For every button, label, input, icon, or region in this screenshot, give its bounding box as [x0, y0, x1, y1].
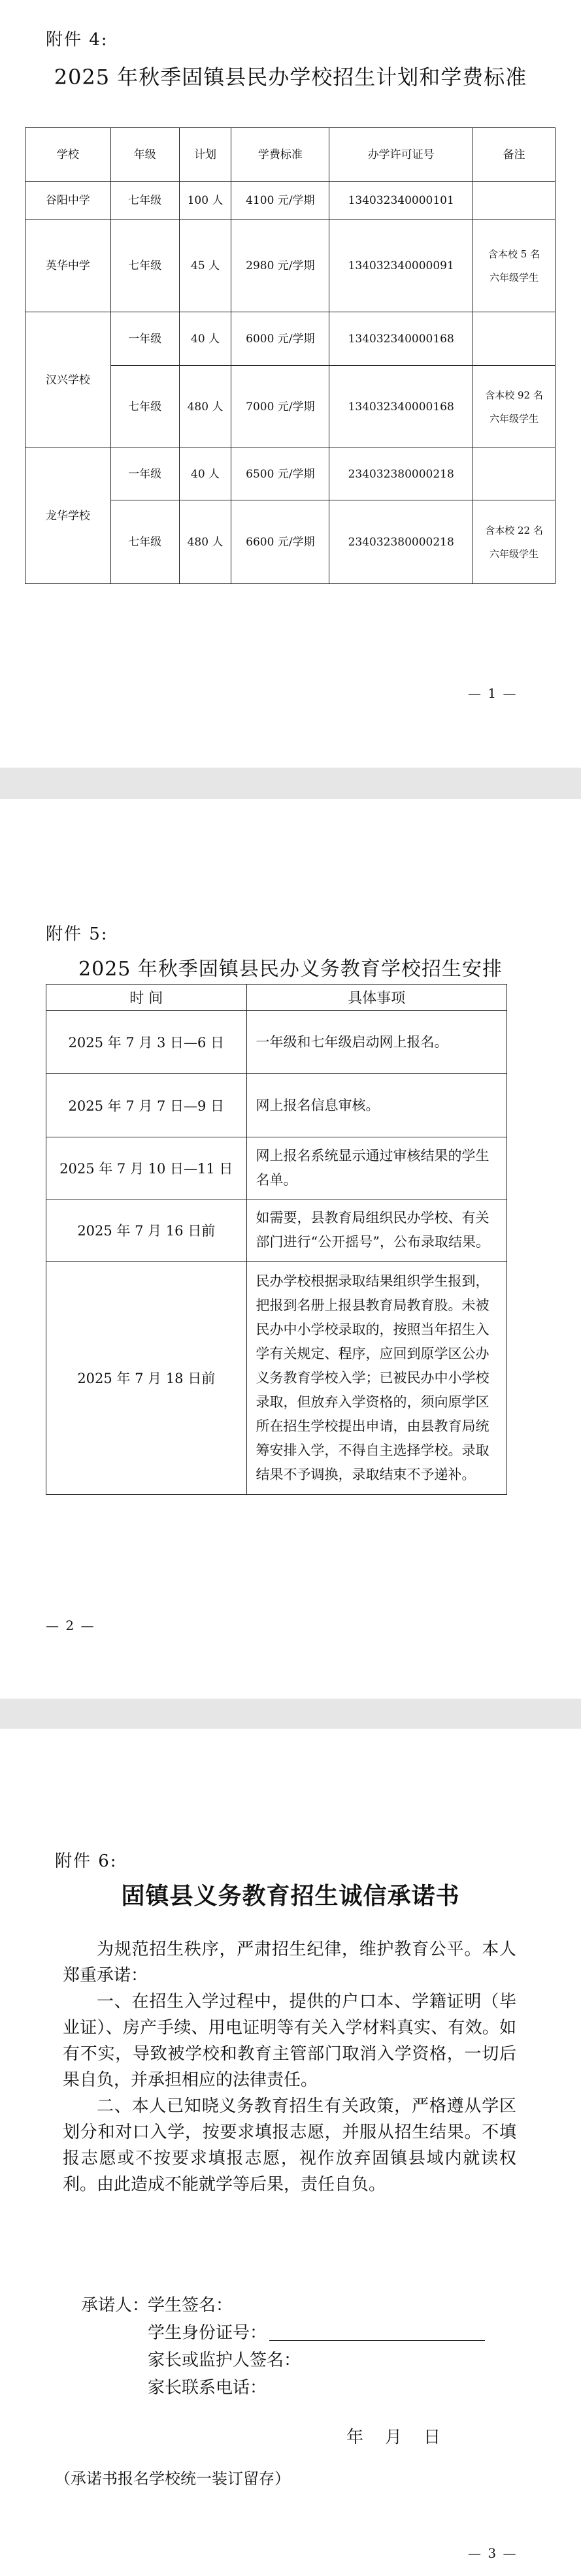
- plan-cell: 45 人: [179, 220, 231, 312]
- page-3: [0, 1729, 581, 2576]
- annex-label: 附件 4:: [46, 30, 108, 50]
- fee-cell: 6000 元/学期: [231, 312, 329, 366]
- page-title: 2025 年秋季固镇县民办学校招生计划和学费标准: [54, 65, 527, 90]
- item-cell: 一年级和七年级启动网上报名。: [246, 1011, 506, 1074]
- footnote: （承诺书报名学校统一装订留存）: [55, 2470, 290, 2488]
- license-cell: 134032340000168: [329, 312, 473, 366]
- fee-cell: 4100 元/学期: [231, 182, 329, 220]
- page-number: — 3 —: [468, 2545, 518, 2561]
- page-number: — 2 —: [46, 1618, 95, 1633]
- note-cell: 含本校 92 名六年级学生: [473, 366, 556, 448]
- item-cell: 网上报名信息审核。: [246, 1074, 506, 1137]
- pledge-item-1: 一、在招生入学过程中，提供的户口本、学籍证明（毕业证）、房产手续、用电证明等有关入学材料真实、有效。如有不实，导致被学校和教育主管部门取消入学资格，一切后果自负，并承担相应的法律责任。: [63, 1992, 516, 2090]
- promiser-label: 承诺人：: [81, 2296, 150, 2315]
- page-gap: [0, 768, 581, 799]
- page-1: [0, 0, 581, 768]
- grade-cell: 一年级: [110, 312, 179, 366]
- table-header-row: [46, 985, 507, 1011]
- page-title: 2025 年秋季固镇县民办义务教育学校招生安排: [78, 958, 503, 981]
- table-row: [25, 220, 556, 312]
- table-row: [46, 1011, 507, 1074]
- time-cell: 2025 年 7 月 10 日—11 日: [46, 1137, 247, 1199]
- annex-label: 附件 6:: [55, 1851, 118, 1871]
- plan-cell: 100 人: [179, 182, 231, 220]
- student-id-label: 学生身份证号：: [148, 2323, 267, 2343]
- license-cell: 134032340000101: [329, 182, 473, 220]
- table-row: [46, 1074, 507, 1137]
- note-cell: 含本校 22 名六年级学生: [473, 500, 556, 584]
- enrollment-schedule-table: [46, 984, 507, 1495]
- license-cell: 134032340000091: [329, 220, 473, 312]
- header-cell: 时 间: [46, 985, 247, 1011]
- item-cell: 如需要，县教育局组织民办学校、有关部门进行“公开摇号”，公布录取结果。: [246, 1199, 506, 1262]
- grade-cell: 七年级: [110, 366, 179, 448]
- plan-cell: 480 人: [179, 500, 231, 584]
- time-cell: 2025 年 7 月 3 日—6 日: [46, 1011, 247, 1074]
- fee-cell: 2980 元/学期: [231, 220, 329, 312]
- pledge-body: [63, 1936, 516, 2198]
- table-row: [25, 448, 556, 500]
- grade-cell: 一年级: [110, 448, 179, 500]
- header-cell: 计划: [179, 128, 231, 182]
- table-header-row: [25, 128, 556, 182]
- time-cell: 2025 年 7 月 16 日前: [46, 1199, 247, 1262]
- fee-cell: 6600 元/学期: [231, 500, 329, 584]
- fee-cell: 7000 元/学期: [231, 366, 329, 448]
- license-cell: 234032380000218: [329, 448, 473, 500]
- table-row: [46, 1262, 507, 1495]
- table-row: [46, 1137, 507, 1199]
- page-number: — 1 —: [468, 685, 518, 701]
- note-cell: 含本校 5 名六年级学生: [473, 220, 556, 312]
- intro-paragraph: 为规范招生秩序，严肃招生纪律，维护教育公平。本人郑重承诺：: [63, 1940, 516, 1985]
- plan-cell: 40 人: [179, 312, 231, 366]
- header-cell: 年级: [110, 128, 179, 182]
- note-cell: [473, 182, 556, 220]
- enrollment-plan-table: [25, 127, 556, 584]
- table-row: [25, 312, 556, 366]
- header-cell: 学校: [25, 128, 111, 182]
- header-cell: 备注: [473, 128, 556, 182]
- annex-label: 附件 5:: [46, 924, 108, 944]
- item-cell: 民办学校根据录取结果组织学生报到，把报到名册上报县教育局教育股。未被民办中小学校录取的，按照当年招生入学有关规定、程序，应回到原学区公办义务教育学校入学；已被民办中小学校录取，但放弃入学资格的，须向原学区所在招生学校提出申请，由县教育局统筹安排入学，不得自主选择学校。录取结果不予调换，录取结束不予递补。: [246, 1262, 506, 1495]
- school-cell: 谷阳中学: [25, 182, 111, 220]
- pledge-item-2: 二、本人已知晓义务教育招生有关政策，严格遵从学区划分和对口入学，按要求填报志愿，并服从招生结果。不填报志愿或不按要求填报志愿，视作放弃固镇县域内就读权利。由此造成不能就学等后果，责任自负。: [63, 2096, 516, 2194]
- table-row: [46, 1199, 507, 1262]
- note-cell: [473, 312, 556, 366]
- student-sign-label: 学生签名：: [148, 2296, 233, 2315]
- school-cell: 汉兴学校: [25, 312, 111, 448]
- parent-phone-label: 家长联系电话：: [148, 2378, 267, 2398]
- grade-cell: 七年级: [110, 500, 179, 584]
- header-cell: 具体事项: [246, 985, 506, 1011]
- note-cell: [473, 448, 556, 500]
- table-row: [25, 182, 556, 220]
- license-cell: 134032340000168: [329, 366, 473, 448]
- student-id-blank[interactable]: [269, 2340, 485, 2341]
- page-2: [0, 799, 581, 1699]
- license-cell: 234032380000218: [329, 500, 473, 584]
- plan-cell: 40 人: [179, 448, 231, 500]
- fee-cell: 6500 元/学期: [231, 448, 329, 500]
- time-cell: 2025 年 7 月 7 日—9 日: [46, 1074, 247, 1137]
- header-cell: 学费标准: [231, 128, 329, 182]
- page-title: 固镇县义务教育招生诚信承诺书: [121, 1883, 460, 1910]
- parent-sign-label: 家长或监护人签名：: [148, 2351, 301, 2370]
- school-cell: 龙华学校: [25, 448, 111, 584]
- page-gap: [0, 1699, 581, 1729]
- date-line: 年 月 日: [346, 2428, 441, 2447]
- school-cell: 英华中学: [25, 220, 111, 312]
- grade-cell: 七年级: [110, 220, 179, 312]
- plan-cell: 480 人: [179, 366, 231, 448]
- grade-cell: 七年级: [110, 182, 179, 220]
- header-cell: 办学许可证号: [329, 128, 473, 182]
- item-cell: 网上报名系统显示通过审核结果的学生名单。: [246, 1137, 506, 1199]
- time-cell: 2025 年 7 月 18 日前: [46, 1262, 247, 1495]
